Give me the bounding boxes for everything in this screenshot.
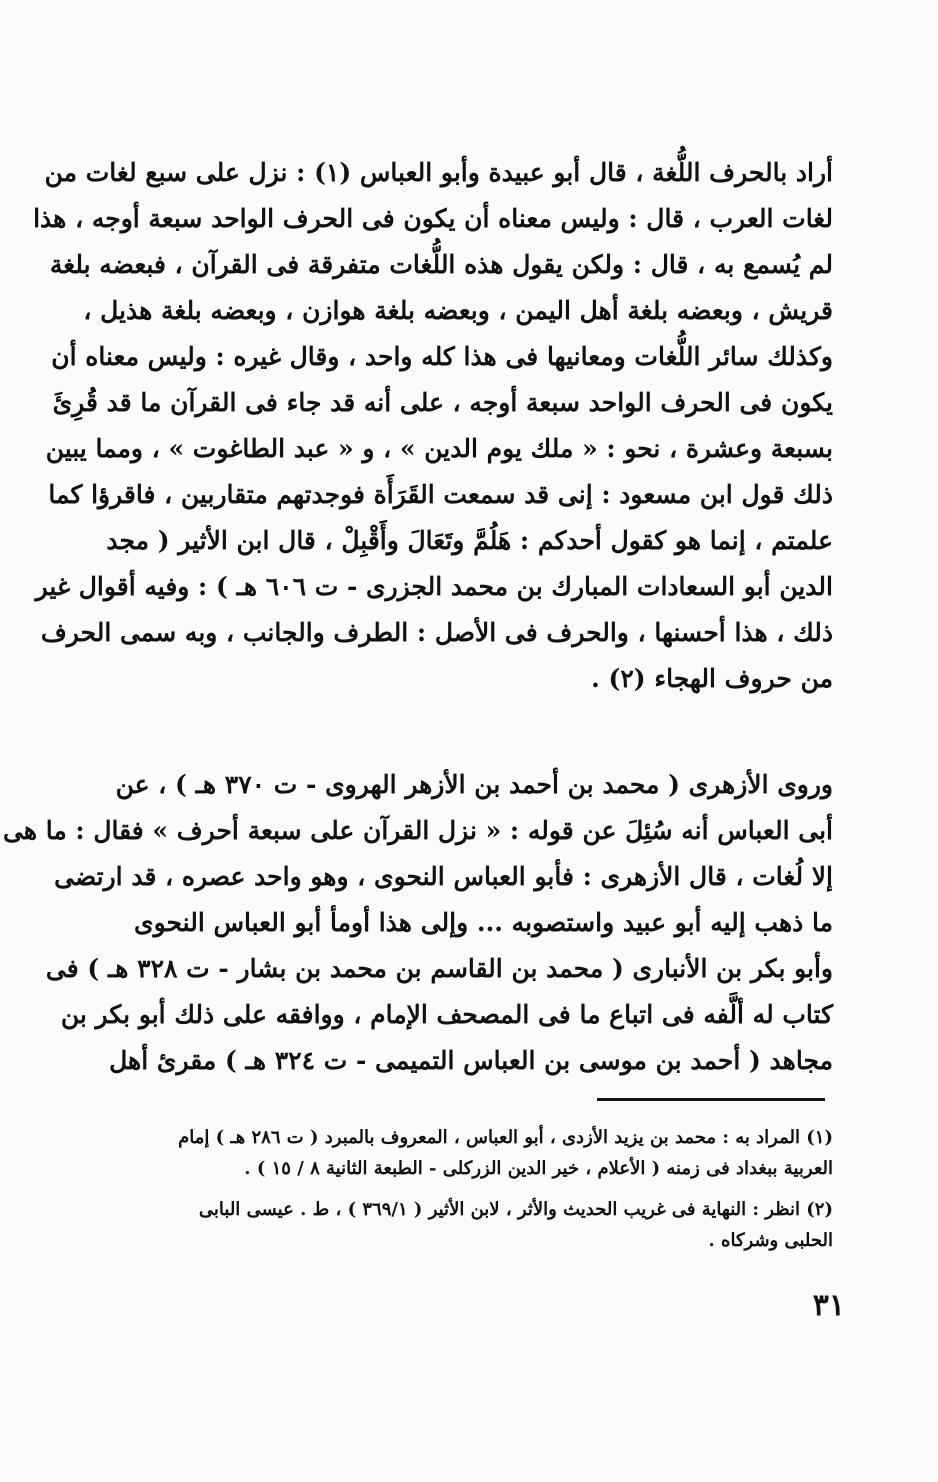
footnote-line: (١) المراد به : محمد بن يزيد الأزدى ، أبو العباس ، المعروف بالمبرد ( ت ٢٨٦ هـ ) إمام bbox=[178, 1127, 833, 1148]
text-line: إلا لُغات ، قال الأزهرى : فأبو العباس النحوى ، وهو واحد عصره ، قد ارتضى bbox=[54, 862, 833, 891]
text-line: وأبو بكر بن الأنبارى ( محمد بن القاسم بن محمد بن بشار - ت ٣٢٨ هـ ) فى bbox=[45, 954, 833, 983]
text-line: وكذلك سائر اللُّغات ومعانيها فى هذا كله واحد ، وقال غيره : وليس معناه أن bbox=[51, 342, 833, 371]
paragraph-2 bbox=[2, 762, 833, 1084]
footnote-line: العربية ببغداد فى زمنه ( الأعلام ، خير الدين الزركلى - الطبعة الثانية ٨ / ١٥ ) . bbox=[244, 1158, 833, 1179]
text-line: ما ذهب إليه أبو عبيد واستصوبه ... وإلى هذا أومأ أبو العباس النحوى bbox=[134, 908, 833, 937]
footnotes bbox=[108, 1122, 833, 1266]
footnote-separator bbox=[597, 1098, 825, 1101]
text-line: وروى الأزهرى ( محمد بن أحمد بن الأزهر الهروى - ت ٣٧٠ هـ ) ، عن bbox=[115, 770, 833, 799]
text-line: قريش ، وبعضه بلغة أهل اليمن ، وبعضه بلغة هوازن ، وبعضه بلغة هذيل ، bbox=[83, 296, 833, 325]
footnote-1 bbox=[108, 1122, 833, 1184]
text-line: لغات العرب ، قال : وليس معناه أن يكون فى الحرف الواحد سبعة أوجه ، هذا bbox=[33, 204, 833, 233]
footnote-2 bbox=[108, 1194, 833, 1256]
footnote-line: الحلبى وشركاه . bbox=[708, 1230, 833, 1251]
text-line: ذلك قول ابن مسعود : إنى قد سمعت القَرَأَة فوجدتهم متقاربين ، فاقرؤا كما bbox=[48, 480, 833, 509]
text-line: أبى العباس أنه سُئِلَ عن قوله : « نزل القرآن على سبعة أحرف » فقال : ما هى bbox=[2, 816, 833, 845]
text-line: كتاب له ألَّفه فى اتباع ما فى المصحف الإمام ، ووافقه على ذلك أبو بكر بن bbox=[60, 1000, 833, 1029]
text-line: علمتم ، إنما هو كقول أحدكم : هَلُمَّ وتَعَالَ وأَقْبِلْ ، قال ابن الأثير ( مجد bbox=[106, 526, 833, 555]
text-line: لم يُسمع به ، قال : ولكن يقول هذه اللُّغات متفرقة فى القرآن ، فبعضه بلغة bbox=[49, 250, 833, 279]
text-line: يكون فى الحرف الواحد سبعة أوجه ، على أنه قد جاء فى القرآن ما قد قُرِئَ bbox=[52, 388, 833, 417]
text-line: من حروف الهجاء (٢) . bbox=[591, 664, 833, 693]
text-line: بسبعة وعشرة ، نحو : « ملك يوم الدين » ، و « عبد الطاغوت » ، ومما يبين bbox=[45, 434, 833, 463]
text-line: الدين أبو السعادات المبارك بن محمد الجزرى - ت ٦٠٦ هـ ) : وفيه أقوال غير bbox=[35, 572, 833, 601]
text-line: ذلك ، هذا أحسنها ، والحرف فى الأصل : الطرف والجانب ، وبه سمى الحرف bbox=[40, 618, 833, 647]
text-line: أراد بالحرف اللُّغة ، قال أبو عبيدة وأبو العباس (١) : نزل على سبع لغات من bbox=[44, 158, 833, 187]
paragraph-1 bbox=[33, 150, 833, 702]
page-number: ٣١ bbox=[812, 1288, 845, 1323]
footnote-line: (٢) انظر : النهاية فى غريب الحديث والأثر ، لابن الأثير ( ٣٦٩/١ ) ، ط . عيسى البابى bbox=[198, 1199, 833, 1220]
text-line: مجاهد ( أحمد بن موسى بن العباس التميمى - ت ٣٢٤ هـ ) مقرئ أهل bbox=[109, 1046, 833, 1075]
